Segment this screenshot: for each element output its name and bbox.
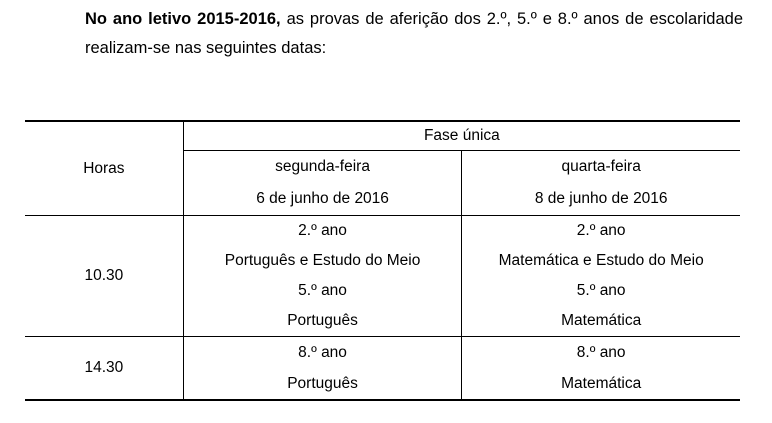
exam-cell: [462, 216, 740, 337]
exam-cell: [183, 337, 462, 401]
exam-schedule-table: [25, 120, 740, 401]
subject-label: Matemática: [561, 375, 642, 392]
grade-label: 8.º ano: [576, 344, 626, 361]
date-label: 8 de junho de 2016: [534, 190, 668, 207]
grade-label: 2.º ano: [298, 222, 347, 239]
grade-label: 5.º ano: [576, 282, 626, 299]
exam-cell: [183, 216, 462, 337]
subject-label: Matemática: [561, 312, 642, 329]
intro-paragraph: [85, 5, 743, 63]
day-header-monday: [183, 151, 462, 216]
phase-header: Fase única: [183, 121, 740, 151]
subject-label: Português e Estudo do Meio: [224, 252, 421, 269]
intro-text: as provas de aferição dos 2.º, 5.º e 8.º anos de escolaridade realizam-se nas seguintes datas:: [85, 10, 744, 57]
time-cell: 14.30: [25, 337, 183, 401]
grade-label: 2.º ano: [576, 222, 626, 239]
table-row: [25, 216, 740, 337]
time-cell: 10.30: [25, 216, 183, 337]
date-label: 6 de junho de 2016: [256, 190, 389, 207]
weekday-label: segunda-feira: [275, 158, 370, 175]
subject-label: Português: [287, 312, 358, 329]
subject-label: Português: [287, 375, 358, 392]
grade-label: 8.º ano: [298, 344, 347, 361]
hours-header: Horas: [25, 121, 183, 216]
exam-cell: [462, 337, 740, 401]
day-header-wednesday: [462, 151, 740, 216]
grade-label: 5.º ano: [298, 282, 347, 299]
intro-bold-lead: No ano letivo 2015-2016,: [85, 10, 281, 28]
weekday-label: quarta-feira: [561, 158, 641, 175]
table-row: [25, 337, 740, 401]
subject-label: Matemática e Estudo do Meio: [498, 252, 704, 269]
table-header-row: [25, 121, 740, 151]
